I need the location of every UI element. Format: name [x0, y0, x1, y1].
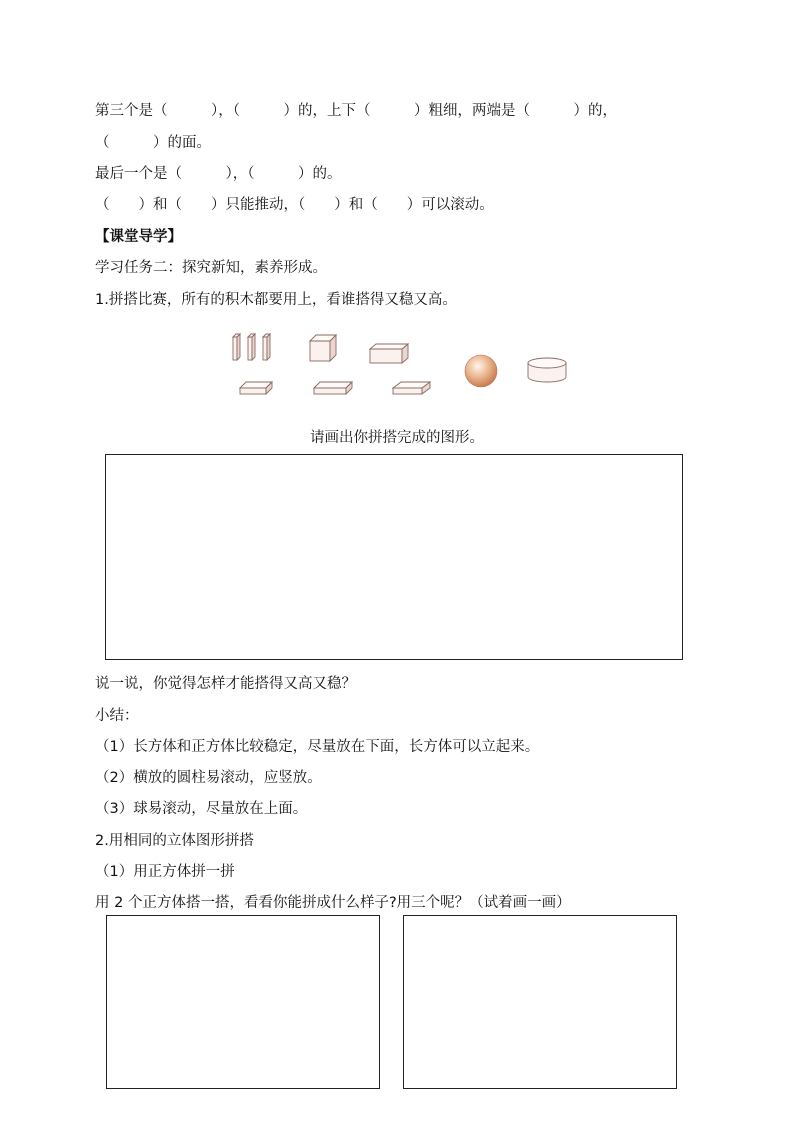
summary-label: 小结：	[95, 708, 139, 724]
item2-subtitle: （1）用正方体拼一拼	[95, 864, 235, 880]
fill-line-2: （ ）的面。	[95, 135, 211, 151]
discuss-question: 说一说，你觉得怎样才能搭得又高又稳？	[95, 676, 356, 692]
cube	[310, 335, 336, 361]
fill-line-3: 最后一个是（ ），（ ）的。	[95, 166, 342, 182]
rod-3	[263, 337, 267, 360]
summary-item-3: （3）球易滚动，尽量放在上面。	[95, 801, 308, 817]
task2-title: 学习任务二：探究新知，素养形成。	[95, 260, 327, 276]
rod-1	[233, 337, 237, 360]
drawing-box-three-cubes[interactable]	[403, 915, 677, 1089]
rod-3-side	[267, 334, 270, 360]
drawing-box-two-cubes[interactable]	[106, 915, 380, 1089]
draw-prompt: 请画出你拼搭完成的图形。	[310, 430, 484, 446]
rod-2	[248, 337, 252, 360]
item2-prompt: 用 2 个正方体搭一搭，看看你能拼成什么样子?用三个呢？（试着画一画）	[95, 895, 571, 911]
blocks-illustration	[226, 328, 576, 403]
rod-1-side	[237, 334, 240, 360]
summary-item-1: （1）长方体和正方体比较稳定，尽量放在下面，长方体可以立起来。	[95, 739, 540, 755]
item1-text: 1.拼搭比赛，所有的积木都要用上，看谁搭得又稳又高。	[95, 292, 457, 308]
rod-2-side	[252, 334, 255, 360]
cuboid-box	[370, 344, 408, 363]
tall-rods	[233, 334, 270, 360]
fill-line-4: （ ）和（ ）只能推动，（ ）和（ ）可以滚动。	[95, 197, 494, 213]
item2-title: 2.用相同的立体图形拼搭	[95, 833, 254, 849]
drawing-box-large[interactable]	[105, 454, 683, 660]
fill-line-1: 第三个是（ ），（ ）的，上下（ ）粗细，两端是（ ）的，	[95, 103, 617, 119]
sphere	[465, 355, 497, 387]
flat-slabs	[240, 382, 430, 394]
summary-item-2: （2）横放的圆柱易滚动，应竖放。	[95, 770, 322, 786]
section-heading: 【课堂导学】	[95, 229, 182, 245]
cylinder	[528, 358, 566, 382]
